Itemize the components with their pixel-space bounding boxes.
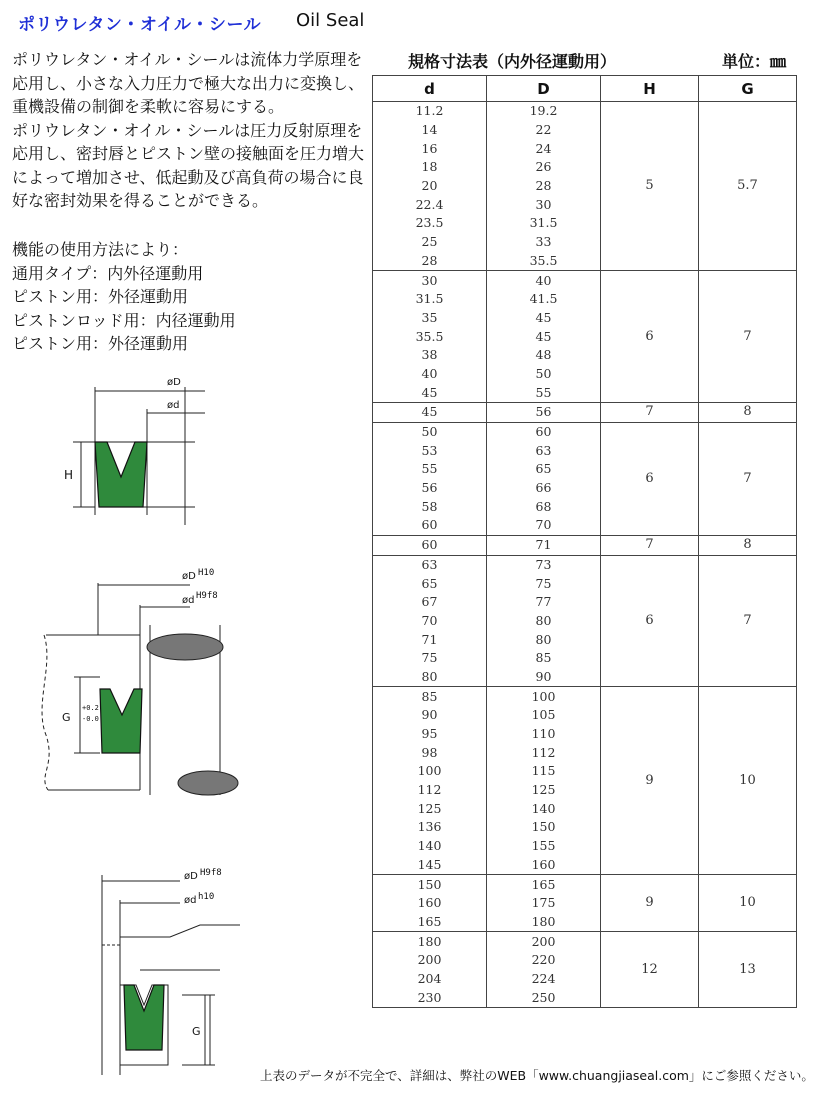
cell-G: 8 [699, 403, 797, 423]
cell-d: 45 [373, 383, 487, 402]
dim-phid-label: ød [182, 595, 195, 606]
cell-d: 22.4 [373, 195, 487, 214]
table-row [373, 555, 797, 574]
table-title: 規格寸法表（内外径運動用） [408, 52, 617, 71]
cell-d: 11.2 [373, 102, 487, 121]
cell-H: 6 [601, 271, 699, 403]
cell-d: 112 [373, 781, 487, 800]
cell-D: 56 [487, 403, 601, 423]
cell-D: 200 [487, 932, 601, 951]
seal-diagram-general [55, 375, 215, 530]
cell-d: 90 [373, 706, 487, 725]
usage-item: 通用タイプ：内外径運動用 [12, 263, 204, 283]
cell-G: 10 [699, 687, 797, 875]
cell-d: 20 [373, 177, 487, 196]
cell-d: 98 [373, 743, 487, 762]
cell-d: 14 [373, 121, 487, 140]
cell-D: 125 [487, 781, 601, 800]
cell-G: 10 [699, 875, 797, 932]
cell-D: 220 [487, 951, 601, 970]
cell-d: 75 [373, 649, 487, 668]
cell-d: 63 [373, 555, 487, 574]
cell-d: 38 [373, 346, 487, 365]
col-header-G: G [699, 76, 797, 102]
cell-G: 8 [699, 535, 797, 555]
cell-d: 85 [373, 687, 487, 706]
col-header-H: H [601, 76, 699, 102]
cell-D: 115 [487, 762, 601, 781]
cell-d: 70 [373, 612, 487, 631]
cell-d: 45 [373, 403, 487, 423]
cell-d: 67 [373, 593, 487, 612]
cell-D: 68 [487, 497, 601, 516]
cell-D: 45 [487, 327, 601, 346]
dim-phiD-tolerance: H9f8 [200, 868, 222, 878]
cell-H: 9 [601, 687, 699, 875]
cell-D: 80 [487, 612, 601, 631]
seal-diagram-rod [30, 565, 240, 810]
dim-phiD-label: øD [182, 571, 196, 582]
usage-item: ピストン用：外径運動用 [12, 287, 189, 306]
cell-H: 7 [601, 535, 699, 555]
description [12, 48, 372, 213]
cell-D: 160 [487, 856, 601, 875]
dim-G-label: G [192, 1025, 201, 1038]
usage-heading: 機能の使用方法により： [12, 240, 189, 259]
cell-D: 70 [487, 516, 601, 535]
cell-D: 250 [487, 988, 601, 1007]
cell-D: 90 [487, 668, 601, 687]
cell-D: 26 [487, 158, 601, 177]
spec-table [372, 75, 797, 1008]
cell-D: 155 [487, 837, 601, 856]
cell-d: 35.5 [373, 327, 487, 346]
cell-D: 80 [487, 630, 601, 649]
cell-D: 33 [487, 233, 601, 252]
table-row [373, 403, 797, 423]
cell-d: 165 [373, 913, 487, 932]
cell-d: 55 [373, 460, 487, 479]
cell-d: 65 [373, 574, 487, 593]
cell-D: 65 [487, 460, 601, 479]
cell-d: 16 [373, 139, 487, 158]
cell-d: 25 [373, 233, 487, 252]
cell-D: 40 [487, 271, 601, 290]
usage-list [12, 238, 372, 356]
cell-D: 31.5 [487, 214, 601, 233]
cell-d: 204 [373, 970, 487, 989]
cell-d: 200 [373, 951, 487, 970]
table-row [373, 687, 797, 706]
cell-d: 60 [373, 535, 487, 555]
table-row [373, 102, 797, 121]
cell-H: 5 [601, 102, 699, 271]
cell-H: 7 [601, 403, 699, 423]
dim-phid-tolerance: h10 [198, 892, 215, 902]
cell-H: 6 [601, 422, 699, 535]
cell-d: 40 [373, 365, 487, 384]
cell-D: 22 [487, 121, 601, 140]
cell-d: 145 [373, 856, 487, 875]
tolerance-upper: +0.2 [82, 704, 99, 712]
cell-D: 66 [487, 479, 601, 498]
cell-d: 23.5 [373, 214, 487, 233]
description-paragraph-1: ポリウレタン・オイル・シールは流体力学原理を応用し、小さな入力圧力で極大な出力に変換し、重機設備の制御を柔軟に容易にする。 [12, 50, 365, 116]
cell-d: 160 [373, 894, 487, 913]
usage-item: ピストンロッド用：内径運動用 [12, 310, 236, 330]
page-title-jp: ポリウレタン・オイル・シール [18, 15, 262, 35]
dim-G-label: G [62, 711, 71, 724]
cell-D: 77 [487, 593, 601, 612]
cell-d: 35 [373, 309, 487, 328]
cell-d: 53 [373, 441, 487, 460]
table-row [373, 875, 797, 894]
cell-G: 7 [699, 271, 797, 403]
cell-d: 28 [373, 252, 487, 271]
seal-diagram-piston [80, 865, 260, 1080]
cell-H: 9 [601, 875, 699, 932]
cell-D: 63 [487, 441, 601, 460]
col-header-D: D [487, 76, 601, 102]
cell-D: 100 [487, 687, 601, 706]
dim-phid-label: ød [167, 400, 180, 411]
cell-d: 136 [373, 818, 487, 837]
usage-item: ピストン用：外径運動用 [12, 334, 189, 353]
cell-D: 50 [487, 365, 601, 384]
cell-d: 56 [373, 479, 487, 498]
table-row [373, 271, 797, 290]
cell-d: 125 [373, 799, 487, 818]
cell-D: 112 [487, 743, 601, 762]
cell-d: 140 [373, 837, 487, 856]
cell-D: 165 [487, 875, 601, 894]
cell-G: 5.7 [699, 102, 797, 271]
cell-d: 31.5 [373, 290, 487, 309]
table-body [373, 102, 797, 1008]
cell-d: 30 [373, 271, 487, 290]
cell-D: 24 [487, 139, 601, 158]
cell-d: 58 [373, 497, 487, 516]
cell-D: 45 [487, 309, 601, 328]
page-title-en: Oil Seal [296, 10, 365, 31]
cell-H: 6 [601, 555, 699, 687]
table-header-row [373, 76, 797, 102]
cell-G: 7 [699, 422, 797, 535]
cell-G: 7 [699, 555, 797, 687]
cell-D: 150 [487, 818, 601, 837]
cell-D: 30 [487, 195, 601, 214]
cell-D: 85 [487, 649, 601, 668]
cell-D: 41.5 [487, 290, 601, 309]
cell-d: 18 [373, 158, 487, 177]
cell-D: 60 [487, 422, 601, 441]
cell-d: 71 [373, 630, 487, 649]
cell-d: 50 [373, 422, 487, 441]
cell-d: 95 [373, 725, 487, 744]
cell-D: 55 [487, 383, 601, 402]
cell-G: 13 [699, 932, 797, 1008]
col-header-d: d [373, 76, 487, 102]
cell-D: 140 [487, 799, 601, 818]
cell-d: 80 [373, 668, 487, 687]
dim-H-label: H [64, 468, 74, 482]
dim-phiD-label: øD [184, 871, 198, 882]
cell-D: 71 [487, 535, 601, 555]
footer-note: 上表のデータが不完全で、詳細は、弊社のWEB「www.chuangjiaseal.com」にご参照ください。 [260, 1068, 814, 1083]
table-row [373, 422, 797, 441]
cell-D: 35.5 [487, 252, 601, 271]
table-row [373, 932, 797, 951]
dim-phiD-label: øD [167, 377, 181, 388]
table-unit: 単位：㎜ [722, 52, 787, 71]
cell-D: 224 [487, 970, 601, 989]
cell-D: 75 [487, 574, 601, 593]
dim-phiD-tolerance: H10 [198, 568, 215, 578]
cell-d: 180 [373, 932, 487, 951]
cell-D: 110 [487, 725, 601, 744]
cell-D: 48 [487, 346, 601, 365]
cell-D: 175 [487, 894, 601, 913]
cell-d: 150 [373, 875, 487, 894]
cell-H: 12 [601, 932, 699, 1008]
cell-d: 60 [373, 516, 487, 535]
tolerance-lower: -0.0 [82, 715, 99, 723]
description-paragraph-2: ポリウレタン・オイル・シールは圧力反射原理を応用し、密封唇とピストン壁の接触面を圧力増大によって増加させ、低起動及び高負荷の場合に良好な密封効果を得ることができる。 [12, 120, 365, 210]
table-row [373, 535, 797, 555]
cell-d: 100 [373, 762, 487, 781]
cell-D: 73 [487, 555, 601, 574]
cell-D: 180 [487, 913, 601, 932]
cell-d: 230 [373, 988, 487, 1007]
cell-D: 28 [487, 177, 601, 196]
cell-D: 19.2 [487, 102, 601, 121]
cell-D: 105 [487, 706, 601, 725]
dim-phid-tolerance: H9f8 [196, 591, 218, 601]
dim-phid-label: ød [184, 895, 197, 906]
